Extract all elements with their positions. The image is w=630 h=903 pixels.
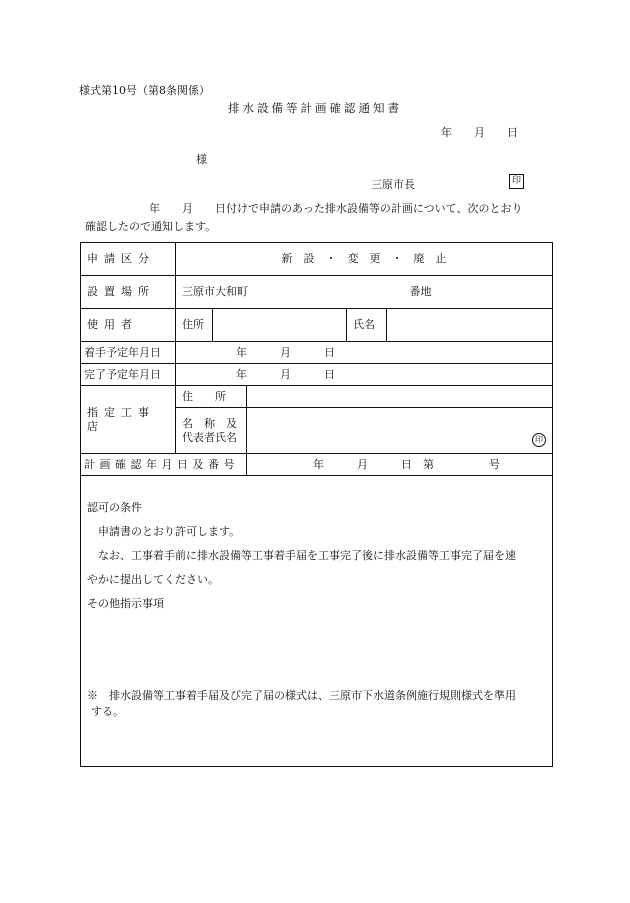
start-date-value[interactable]: 年 月 日 (176, 342, 553, 364)
table-row-start-date (81, 342, 553, 364)
contractor-name-field[interactable] (247, 408, 553, 454)
user-address-label: 住所 (176, 309, 213, 342)
form-number: 様式第10号（第8条関係） (79, 84, 210, 97)
end-date-value[interactable]: 年 月 日 (176, 364, 553, 386)
confirmation-label: 計画確認年月日及番号 (81, 454, 247, 476)
contractor-name-label (176, 408, 247, 454)
condition-approved: 申請書のとおり許可します。 (98, 525, 241, 538)
table-row-confirmation (81, 454, 553, 476)
footnote-line2: する。 (91, 705, 124, 718)
table-row-application-type (81, 243, 553, 276)
location-cell (176, 276, 553, 309)
table-row-end-date (81, 364, 553, 386)
start-date-label: 着手予定年月日 (81, 342, 176, 364)
footnote-line1: ※ 排水設備等工事着手届及び完了届の様式は、三原市下水道条例施行規則様式を準用 (87, 689, 516, 702)
user-name-field[interactable] (387, 309, 553, 342)
addressee-suffix: 様 (196, 153, 207, 166)
condition-notice-line2: やかに提出してください。 (87, 573, 219, 586)
end-date-label: 完了予定年月日 (81, 364, 176, 386)
issue-date: 年 月 日 (441, 126, 518, 139)
table-row-contractor-address (81, 386, 553, 408)
confirmation-form-table (80, 242, 553, 767)
location-value: 三原市大和町 (182, 285, 248, 298)
contractor-seal-icon: 印 (532, 433, 546, 447)
location-suffix: 番地 (409, 285, 432, 298)
contractor-name-label-line1: 名 称 及 (182, 416, 237, 430)
application-type-value: 新 設 ・ 変 更 ・ 廃 止 (176, 243, 553, 276)
notice-body (85, 200, 555, 236)
table-row-notes (81, 476, 553, 767)
user-name-label: 氏名 (347, 309, 387, 342)
issuer-seal-icon: 印 (509, 174, 524, 189)
contractor-label: 指定工事店 (81, 386, 176, 454)
table-row-location (81, 276, 553, 309)
user-address-field[interactable] (213, 309, 347, 342)
issuer-name: 三原市長 (371, 178, 415, 191)
condition-notice-line1: なお、工事着手前に排水設備等工事着手届を工事完了後に排水設備等工事完了届を速 (98, 549, 516, 562)
table-row-user (81, 309, 553, 342)
contractor-address-label: 住 所 (176, 386, 247, 408)
application-type-label: 申請区分 (81, 243, 176, 276)
other-instructions-heading: その他指示事項 (87, 597, 164, 610)
confirmation-value[interactable]: 年 月 日 第 号 (247, 454, 553, 476)
location-label: 設置場所 (81, 276, 176, 309)
contractor-name-label-line2: 代表者氏名 (182, 430, 237, 444)
notice-body-line2: 確認したので通知します。 (85, 220, 217, 233)
notes-cell (81, 476, 553, 767)
conditions-heading: 認可の条件 (87, 501, 142, 514)
user-label: 使用者 (81, 309, 176, 342)
document-title: 排水設備等計画確認通知書 (228, 101, 402, 115)
notice-body-line1: 年 月 日付けで申請のあった排水設備等の計画について、次のとおり (149, 202, 523, 215)
contractor-address-field[interactable] (247, 386, 553, 408)
